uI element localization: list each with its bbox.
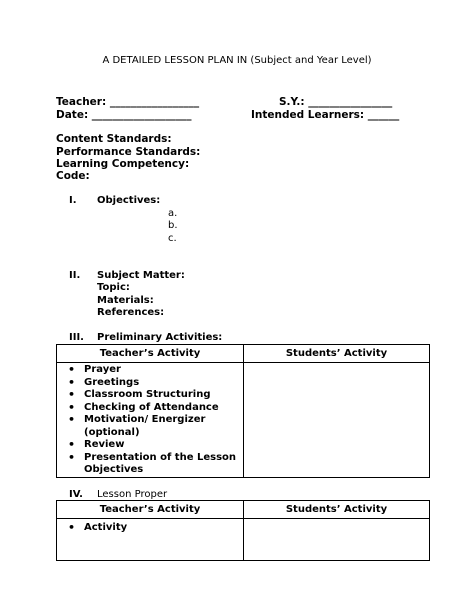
list-item: • Activity <box>57 522 243 535</box>
list-item: • Review <box>57 439 243 452</box>
preliminary-activities-heading: Preliminary Activities: <box>97 332 223 343</box>
table-header-row <box>57 345 430 363</box>
document-title: A DETAILED LESSON PLAN IN (Subject and Year Level) <box>102 55 372 66</box>
teacher-activity-header: Teacher’s Activity <box>57 501 244 519</box>
lesson-proper-heading: Lesson Proper <box>97 489 168 500</box>
students-activity-cell <box>244 519 430 561</box>
table-header-row <box>57 501 430 519</box>
school-year-field: S.Y.: ________________ <box>279 96 393 108</box>
list-item: • Presentation of the Lesson <box>57 452 243 465</box>
list-item: Objectives <box>84 464 144 475</box>
materials-label: Materials: <box>97 295 154 306</box>
preliminary-activities-table <box>56 344 430 478</box>
teacher-activity-cell <box>57 519 244 561</box>
teacher-field: Teacher: _________________ <box>56 96 200 108</box>
performance-standards-label: Performance Standards: <box>56 146 201 158</box>
teacher-activity-header: Teacher’s Activity <box>57 345 244 363</box>
references-label: References: <box>97 307 165 318</box>
section-number: III. <box>69 332 84 343</box>
list-item: (optional) <box>84 426 140 438</box>
date-field: Date: ___________________ <box>56 109 192 121</box>
section-number: I. <box>69 195 77 206</box>
list-item: • Prayer <box>57 364 243 377</box>
lesson-proper-table <box>56 500 430 561</box>
list-item: • Greetings <box>57 377 243 390</box>
subject-matter-heading: Subject Matter: <box>97 270 185 281</box>
section-number: II. <box>69 270 81 281</box>
lesson-activity-list <box>57 522 243 535</box>
students-activity-header: Students’ Activity <box>244 501 430 519</box>
students-activity-cell <box>244 363 430 478</box>
list-item: • Motivation/ Energizer <box>57 414 243 427</box>
list-item: • Checking of Attendance <box>57 402 243 415</box>
code-label: Code: <box>56 170 90 182</box>
teacher-activity-cell <box>57 363 244 478</box>
objective-item: a. <box>168 208 178 219</box>
content-standards-label: Content Standards: <box>56 133 172 145</box>
table-row <box>57 519 430 561</box>
intended-learners-field: Intended Learners: ______ <box>251 109 400 121</box>
learning-competency-label: Learning Competency: <box>56 158 190 170</box>
students-activity-header: Students’ Activity <box>244 345 430 363</box>
objective-item: b. <box>168 220 178 231</box>
list-item: • Classroom Structuring <box>57 389 243 402</box>
objectives-heading: Objectives: <box>97 195 161 206</box>
objective-item: c. <box>168 233 177 244</box>
section-number: IV. <box>69 489 83 500</box>
preliminary-activity-list <box>57 364 243 477</box>
table-row <box>57 363 430 478</box>
topic-label: Topic: <box>97 282 130 293</box>
